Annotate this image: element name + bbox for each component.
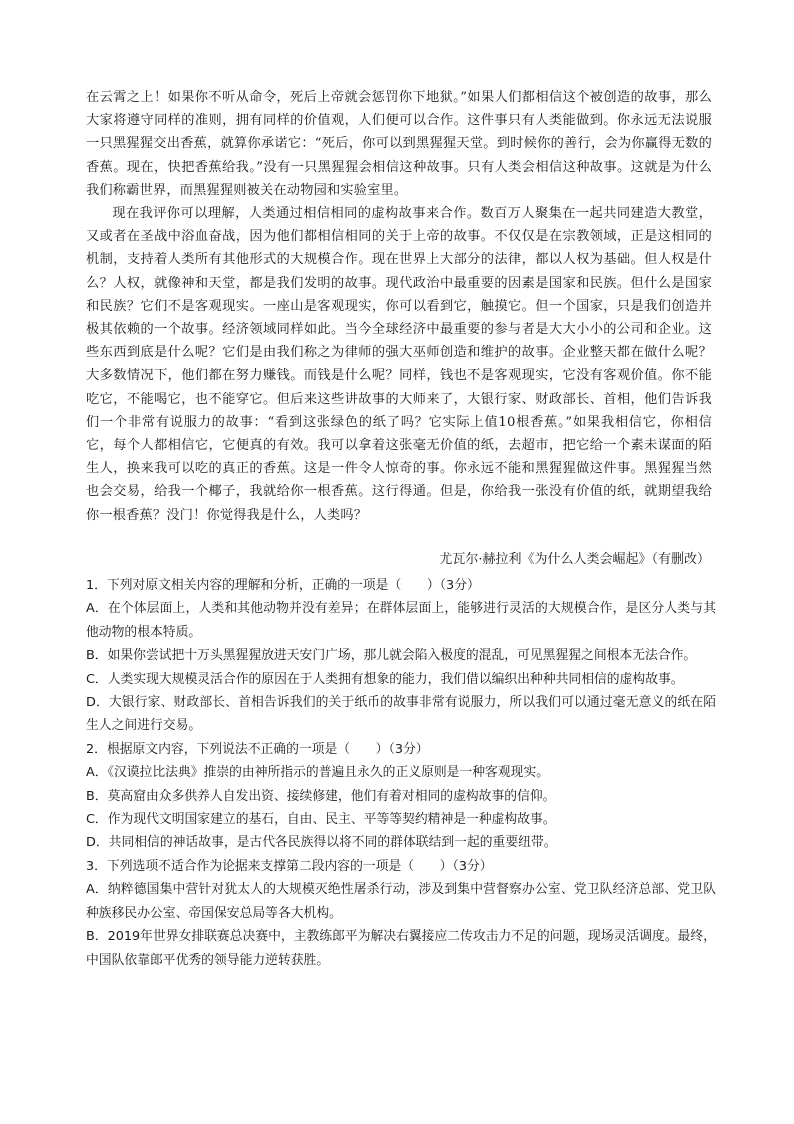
question-1-option-b: B．如果你尝试把十万头黑猩猩放进天安门广场，那儿就会陷入极度的混乱，可见黑猩猩之间根本无法合作。 bbox=[86, 648, 697, 664]
reading-passage bbox=[86, 86, 712, 527]
question-2-option-b: B．莫高窟由众多供养人自发出资、接续修建，他们有着对相同的虚构故事的信仰。 bbox=[86, 788, 556, 804]
passage-paragraph-2: 现在我评你可以理解，人类通过相信相同的虚构故事来合作。数百万人聚集在一起共同建造大教堂，又或者在圣战中浴血奋战，因为他们都相信相同的关于上帝的故事。不仅仅是在宗教领域，正是这相同的机制，支持着人类所有其他形式的大规模合作。现在世界上大部分的法律，都以人权为基础。但人权是什么？人权，就像神和天堂，都是我们发明的故事。现代政治中最重要的因素是国家和民族。但什么是国家和民族？它们不是客观现实。一座山是客观现实，你可以看到它，触摸它。但一个国家，只是我们创造并极其依赖的一个故事。经济领域同样如此。当今全球经济中最重要的参与者是大大小小的公司和企业。这些东西到底是什么呢？它们是由我们称之为律师的强大巫师创造和维护的故事。企业整天都在做什么呢？大多数情况下，他们都在努力赚钱。而钱是什么呢？同样，钱也不是客观现实，它没有客观价值。你不能吃它，不能喝它，也不能穿它。但后来这些讲故事的大师来了，大银行家、财政部长、首相，他们告诉我们一个非常有说服力的故事：“看到这张绿色的纸了吗？它实际上值10根香蕉。”如果我相信它，你相信它，每个人都相信它，它便真的有效。我可以拿着这张毫无价值的纸，去超市，把它给一个素未谋面的陌生人，换来我可以吃的真正的香蕉。这是一件令人惊奇的事。你永远不能和黑猩猩做这件事。黑猩猩当然也会交易，给我一个椰子，我就给你一根香蕉。这行得通。但是，你给我一张没有价值的纸，就期望我给你一根香蕉？没门！你觉得我是什么，人类吗？ bbox=[86, 206, 712, 523]
question-1-option-a: A．在个体层面上，人类和其他动物并没有差异；在群体层面上，能够进行灵活的大规模合作，是区分人类与其他动物的根本特质。 bbox=[86, 601, 716, 640]
question-list bbox=[86, 574, 716, 972]
passage-paragraph-1: 在云霄之上！如果你不听从命令，死后上帝就会惩罚你下地狱。”如果人们都相信这个被创造的故事，那么大家将遵守同样的准则，拥有同样的价值观，人们便可以合作。这件事只有人类能做到。你永远无法说服一只黑猩猩交出香蕉，就算你承诺它：“死后，你可以到黑猩猩天堂。到时候你的善行，会为你赢得无数的香蕉。现在，快把香蕉给我。”没有一只黑猩猩会相信这种故事。只有人类会相信这种故事。这就是为什么我们称霸世界，而黑猩猩则被关在动物园和实验室里。 bbox=[86, 90, 712, 198]
question-3-option-b: B．2019年世界女排联赛总决赛中，主教练郎平为解决右翼接应二传攻击力不足的问题，现场灵活调度。最终，中国队依靠郎平优秀的领导能力逆转获胜。 bbox=[86, 929, 717, 968]
question-2-option-c: C．作为现代文明国家建立的基石，自由、民主、平等等契约精神是一种虚构故事。 bbox=[86, 812, 556, 828]
question-2-option-a: A．《汉谟拉比法典》推崇的由神所指示的普遍且永久的正义原则是一种客观现实。 bbox=[86, 765, 550, 781]
question-1-option-c: C．人类实现大规模灵活合作的原因在于人类拥有想象的能力，我们借以编织出种种共同相信的虚构故事。 bbox=[86, 671, 684, 687]
question-1-option-d: D．大银行家、财政部长、首相告诉我们的关于纸币的故事非常有说服力，所以我们可以通过毫无意义的纸在陌生人之间进行交易。 bbox=[86, 695, 716, 734]
question-3-stem: 3．下列选项不适合作为论据来支撑第二段内容的一项是（ ）（3分） bbox=[86, 858, 493, 874]
question-2-stem: 2．根据原文内容，下列说法不正确的一项是（ ）（3分） bbox=[86, 741, 429, 757]
question-3-option-a: A．纳粹德国集中营针对犹太人的大规模灭绝性屠杀行动，涉及到集中营督察办公室、党卫队经济总部、党卫队种族移民办公室、帝国保安总局等各大机构。 bbox=[86, 882, 716, 921]
question-1-stem: 1．下列对原文相关内容的理解和分析，正确的一项是（ ）（3分） bbox=[86, 578, 480, 593]
passage-source: 尤瓦尔·赫拉利《为什么人类会崛起》（有删改） bbox=[439, 552, 710, 567]
question-2-option-d: D．共同相信的神话故事，是古代各民族得以将不同的群体联结到一起的重要纽带。 bbox=[86, 835, 557, 851]
